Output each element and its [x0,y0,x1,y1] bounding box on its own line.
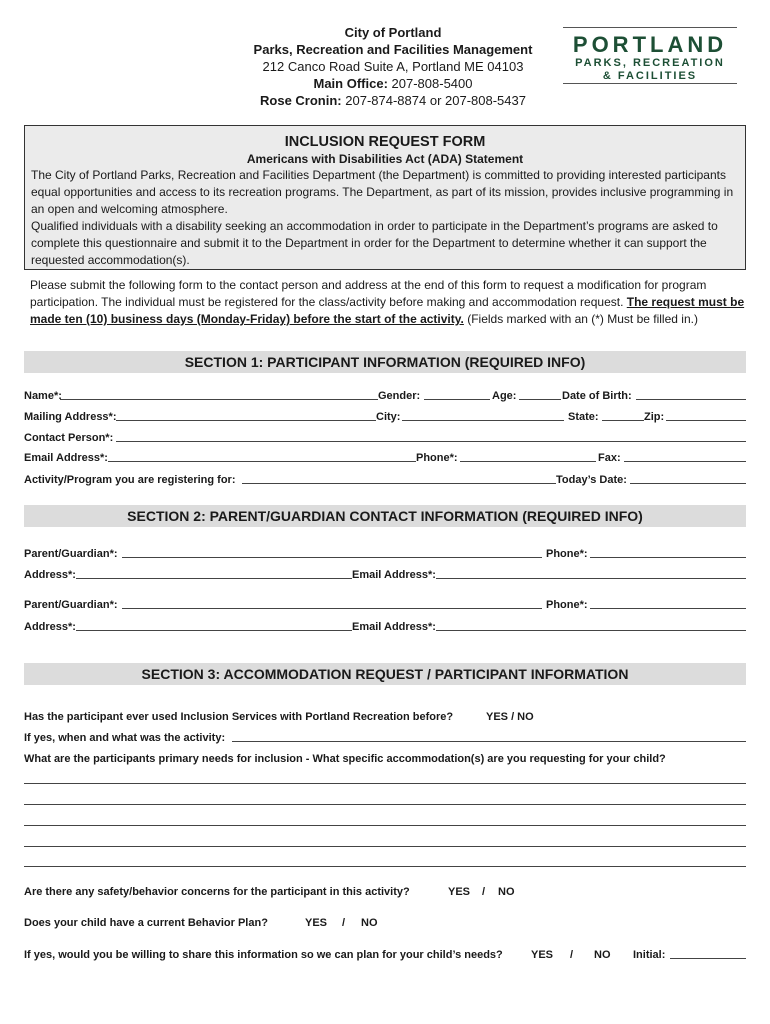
behavior-plan-row [24,916,746,930]
share-yes-option[interactable]: YES [531,949,554,961]
email-label: Email Address*: [24,452,108,464]
portland-logo [563,27,737,84]
share-slash: / [570,949,574,961]
parent-address-row-1 [24,568,746,582]
parent-address-field-2[interactable] [76,621,352,631]
main-office-label: Main Office: [313,76,388,91]
logo-sub-text-1: PARKS, RECREATION [575,57,725,69]
parent-email-label-1: Email Address*: [352,569,436,581]
state-label: State: [568,411,599,423]
name-field[interactable] [60,390,378,400]
parent-guardian-label-2: Parent/Guardian*: [24,599,118,611]
age-field[interactable] [519,390,561,400]
share-info-question: If yes, would you be willing to share this information so we can plan for your child’s needs? [24,949,503,961]
inclusion-statement-box [24,125,746,270]
main-office-phone: 207-808-5400 [391,76,473,91]
needs-answer-line-1[interactable] [24,783,746,784]
parent-phone-label-1: Phone*: [546,548,588,560]
safety-concerns-row [24,885,746,899]
used-inclusion-question: Has the participant ever used Inclusion Services with Portland Recreation before? [24,711,454,723]
mailing-address-label: Mailing Address*: [24,411,117,423]
department-name: Parks, Recreation and Facilities Management [253,42,533,57]
ada-paragraph-1: The City of Portland Parks, Recreation and Facilities Department (the Department) is committed to providing interested participants equal opportunities and access to its recreation programs. The Department, as part of its mission, provides inclusive programming in an open and welcoming atmosphere. [31,168,734,216]
todays-date-label: Today’s Date: [556,474,627,486]
contact-phone: 207-874-8874 or 207-808-5437 [345,93,526,108]
email-field[interactable] [108,452,416,462]
behavior-plan-yes-option[interactable]: YES [305,917,328,929]
parent-address-field-1[interactable] [76,569,352,579]
city-label: City: [376,411,401,423]
initial-label: Initial: [633,949,666,961]
activity-field[interactable] [242,474,556,484]
dob-field[interactable] [636,390,746,400]
activity-label: Activity/Program you are registering for: [24,474,236,486]
initial-field[interactable] [670,949,746,959]
needs-answer-line-5[interactable] [24,866,746,867]
parent-guardian-field-1[interactable] [122,548,542,558]
parent-guardian-row-1 [24,547,746,561]
safety-no-option[interactable]: NO [498,886,515,898]
logo-sub-text-2: & FACILITIES [602,70,698,82]
logo-main-text: PORTLAND [572,32,728,57]
email-phone-fax-row [24,451,746,465]
primary-needs-question: What are the participants primary needs for inclusion - What specific accommodation(s) are you requesting for your child? [24,753,666,765]
mailing-address-field[interactable] [116,411,376,421]
age-label: Age: [492,390,517,402]
share-info-row [24,948,746,962]
ada-paragraph-2: Qualified individuals with a disability seeking an accommodation in order to participate in the Department’s programs are asked to complete this questionnaire and submit it to the Department in order for the Department to determine whether it can support the requested accommodation(s). [31,219,718,267]
mailing-address-row [24,410,746,424]
safety-slash: / [482,886,486,898]
name-label: Name*: [24,390,62,402]
zip-label: Zip: [644,411,665,423]
behavior-plan-question: Does your child have a current Behavior Plan? [24,917,268,929]
contact-label: Rose Cronin: [260,93,342,108]
name-row [24,389,746,403]
activity-row [24,473,746,487]
fax-field[interactable] [624,452,746,462]
parent-phone-field-2[interactable] [590,599,746,609]
deadline-notice: The request must be made ten (10) business days (Monday-Friday) before the start of the activity. [30,295,745,326]
section-1-heading: SECTION 1: PARTICIPANT INFORMATION (REQUIRED INFO) [24,351,746,373]
ada-statement-heading: Americans with Disabilities Act (ADA) Statement [246,152,524,166]
header-contact-block [226,24,560,109]
section-2-heading: SECTION 2: PARENT/GUARDIAN CONTACT INFORMATION (REQUIRED INFO) [24,505,746,527]
parent-email-label-2: Email Address*: [352,621,436,633]
required-fields-note: (Fields marked with an (*) Must be filled in.) [463,312,698,326]
phone-label: Phone*: [416,452,458,464]
parent-address-label-1: Address*: [24,569,76,581]
contact-person-label: Contact Person*: [24,432,114,444]
form-title: INCLUSION REQUEST FORM [284,134,486,150]
parent-phone-field-1[interactable] [590,548,746,558]
submission-text: Please submit the following form to the contact person and address at the end of this form to request a modification for program participation. The individual must be registered for the class/activity before making and accommodation request. [30,278,707,309]
used-inclusion-row [24,710,746,724]
state-field[interactable] [602,411,644,421]
parent-guardian-label-1: Parent/Guardian*: [24,548,118,560]
contact-line [226,92,560,109]
behavior-plan-slash: / [342,917,346,929]
section-3-heading: SECTION 3: ACCOMMODATION REQUEST / PARTICIPANT INFORMATION [24,663,746,685]
contact-person-field[interactable] [116,432,746,442]
parent-address-row-2 [24,620,746,634]
needs-answer-line-2[interactable] [24,804,746,805]
parent-email-field-2[interactable] [436,621,746,631]
header [0,24,770,108]
gender-field[interactable] [424,390,490,400]
fax-label: Fax: [598,452,621,464]
needs-answer-line-4[interactable] [24,846,746,847]
parent-guardian-field-2[interactable] [122,599,542,609]
share-no-option[interactable]: NO [594,949,611,961]
when-activity-row [24,731,746,745]
dob-label: Date of Birth: [562,390,632,402]
department-address: 212 Canco Road Suite A, Portland ME 04103 [262,59,524,74]
needs-answer-line-3[interactable] [24,825,746,826]
parent-guardian-row-2 [24,598,746,612]
safety-concerns-question: Are there any safety/behavior concerns for the participant in this activity? [24,886,410,898]
parent-phone-label-2: Phone*: [546,599,588,611]
safety-yes-option[interactable]: YES [448,886,471,898]
behavior-plan-no-option[interactable]: NO [361,917,378,929]
when-activity-label: If yes, when and what was the activity: [24,732,226,744]
contact-person-row [24,431,746,445]
city-name: City of Portland [344,25,442,40]
primary-needs-row [24,752,746,766]
parent-email-field-1[interactable] [436,569,746,579]
city-field[interactable] [402,411,564,421]
main-office-line [226,75,560,92]
parent-address-label-2: Address*: [24,621,76,633]
gender-label: Gender: [378,390,421,402]
submission-instructions [30,277,750,328]
when-activity-field[interactable] [232,732,746,742]
zip-field[interactable] [666,411,746,421]
phone-field[interactable] [460,452,596,462]
todays-date-field[interactable] [630,474,746,484]
used-inclusion-yes-no[interactable]: YES / NO [486,711,534,723]
